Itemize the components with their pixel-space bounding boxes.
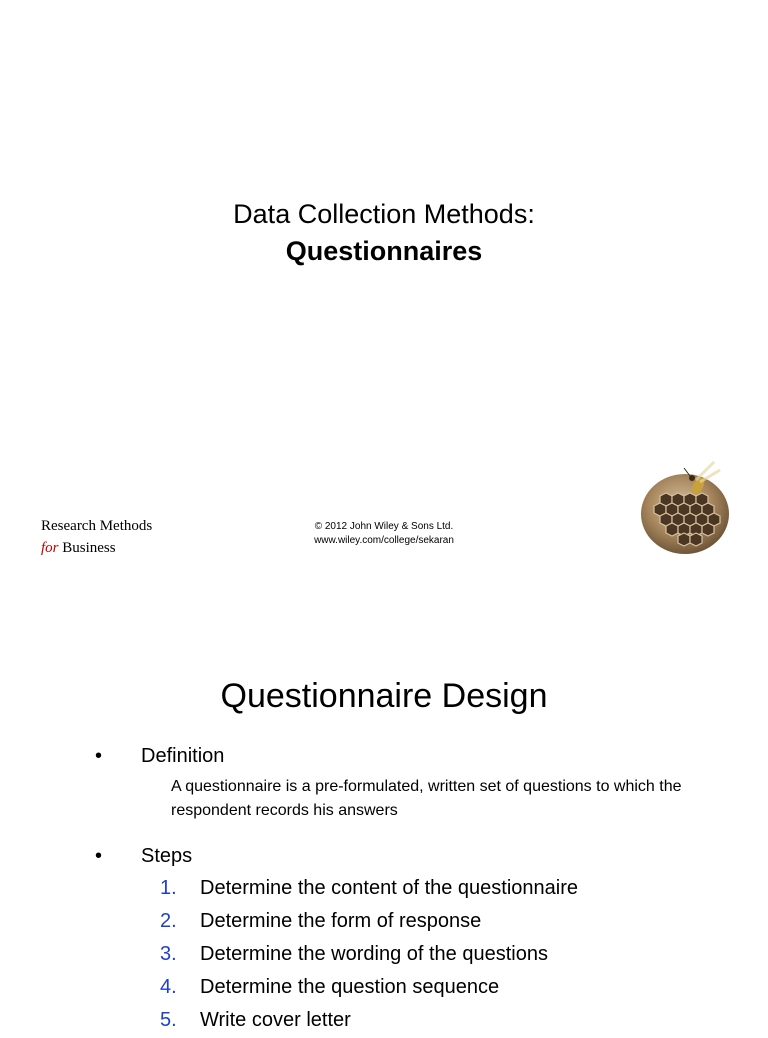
step-text: Determine the content of the questionnaire	[200, 877, 579, 899]
step-text: Determine the question sequence	[200, 976, 500, 998]
wasp-nest-icon	[630, 456, 736, 560]
bullet-label: Steps	[141, 845, 193, 867]
list-item	[160, 1005, 578, 1038]
title-block	[0, 196, 768, 270]
list-item	[160, 972, 578, 1005]
step-text: Write cover letter	[200, 1009, 351, 1031]
content-slide	[0, 640, 768, 1031]
brand-for: for	[41, 540, 59, 556]
brand-line-2	[41, 537, 152, 559]
bullet-icon: •	[95, 845, 103, 867]
steps-list	[160, 873, 578, 1038]
step-number: 1.	[160, 877, 177, 899]
step-number: 5.	[160, 1009, 177, 1031]
step-text: Determine the wording of the questions	[200, 943, 548, 965]
bullet-icon: •	[95, 745, 103, 767]
list-item	[160, 873, 578, 906]
copyright-line-1: © 2012 John Wiley & Sons Ltd.	[314, 521, 454, 532]
brand-business: Business	[62, 540, 116, 556]
list-item	[160, 939, 578, 972]
brand-line-1: Research Methods	[41, 518, 153, 534]
definition-text: A questionnaire is a pre-formulated, written set of questions to which the respondent records his answers	[171, 778, 682, 819]
step-text: Determine the form of response	[200, 910, 482, 932]
step-number: 2.	[160, 910, 177, 932]
copyright-url: www.wiley.com/college/sekaran	[314, 535, 454, 546]
title-line-1: Data Collection Methods:	[233, 199, 535, 229]
slide-title: Questionnaire Design	[220, 677, 548, 715]
step-number: 3.	[160, 943, 177, 965]
copyright-notice	[250, 520, 518, 548]
title-line-2: Questionnaires	[285, 236, 483, 266]
step-number: 4.	[160, 976, 177, 998]
list-item	[160, 906, 578, 939]
bullet-label: Definition	[141, 745, 225, 767]
brand-logo-text	[41, 515, 152, 559]
